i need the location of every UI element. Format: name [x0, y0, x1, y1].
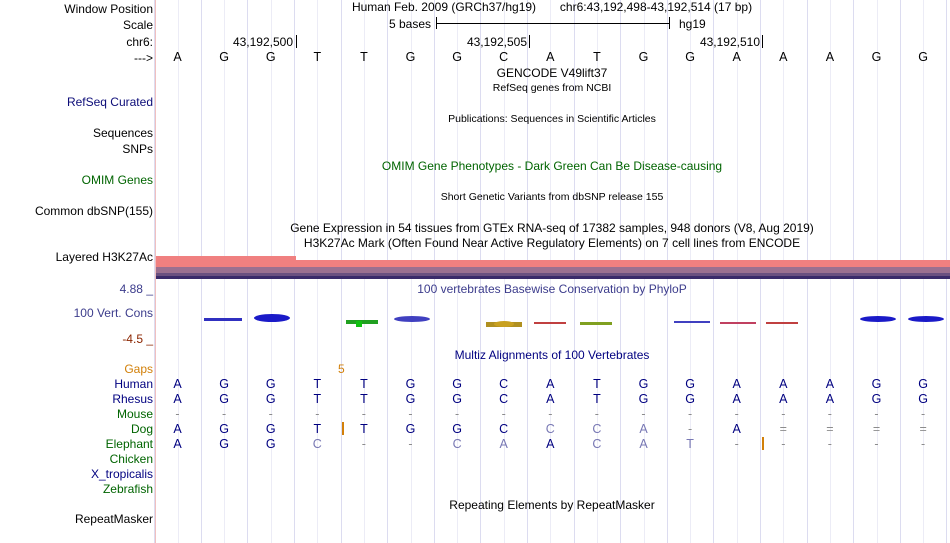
coord-tick-3 — [762, 35, 763, 48]
scale-bar-left-tick — [436, 17, 437, 29]
alignment-base: - — [688, 422, 693, 436]
scale-bar — [436, 23, 669, 24]
alignment-base: - — [781, 407, 786, 421]
reference-base: A — [779, 50, 788, 64]
assembly-name: Human Feb. 2009 (GRCh37/hg19) — [351, 0, 537, 14]
alignment-base: A — [546, 377, 555, 391]
alignment-base: A — [779, 392, 788, 406]
h3k27ac-signal — [156, 256, 950, 280]
alignment-base: G — [452, 422, 462, 436]
repeatmasker-title: Repeating Elements by RepeatMasker — [449, 498, 655, 512]
alignment-base: A — [732, 392, 741, 406]
alignment-base: G — [918, 392, 928, 406]
scale-bar-right-tick — [669, 17, 670, 29]
species-label-zebrafish[interactable]: Zebrafish — [102, 482, 153, 496]
alignment-base: - — [361, 437, 366, 451]
reference-base: G — [219, 50, 229, 64]
reference-base: G — [265, 50, 276, 64]
alignment-base: - — [175, 407, 180, 421]
gap-count: 5 — [338, 362, 345, 376]
alignment-base: A — [732, 422, 741, 436]
alignment-base: - — [222, 407, 227, 421]
species-label-mouse[interactable]: Mouse — [116, 407, 153, 421]
alignment-base: T — [360, 422, 368, 436]
gencode-title: GENCODE V49lift37 — [496, 66, 608, 80]
alignment-base: G — [685, 377, 695, 391]
track-label-snps[interactable]: SNPs — [122, 142, 153, 156]
scale-label: Scale — [122, 18, 153, 32]
alignment-base: T — [313, 422, 322, 436]
species-label-human[interactable]: Human — [114, 377, 153, 391]
reference-base: A — [546, 50, 555, 64]
alignment-base: T — [313, 392, 322, 406]
alignment-base: C — [452, 437, 462, 451]
alignment-base: - — [501, 407, 506, 421]
alignment-base: = — [872, 422, 881, 436]
alignment-base: A — [779, 377, 788, 391]
gtex-title: Gene Expression in 54 tissues from GTEx RNA-seq of 17382 samples, 948 donors (V8, Aug 2019) — [290, 221, 814, 235]
alignment-base: G — [405, 392, 416, 406]
phylop-logo — [156, 310, 950, 330]
publications-title: Publications: Sequences in Scientific Articles — [448, 113, 656, 125]
alignment-base: A — [732, 377, 741, 391]
alignment-base: G — [685, 392, 695, 406]
alignment-base: G — [265, 437, 276, 451]
alignment-base: T — [686, 437, 694, 451]
species-label-x_tropicalis[interactable]: X_tropicalis — [90, 467, 153, 481]
alignment-base: - — [361, 407, 366, 421]
track-label-phylop[interactable]: 100 Vert. Cons — [73, 306, 153, 320]
alignment-base: A — [173, 437, 182, 451]
alignment-base: - — [315, 407, 320, 421]
reference-base: A — [173, 50, 182, 64]
alignment-base: - — [827, 407, 832, 421]
alignment-base: - — [827, 437, 832, 451]
alignment-base: G — [219, 377, 229, 391]
reference-base: G — [638, 50, 649, 64]
alignment-base: G — [219, 392, 229, 406]
phylop-min-label: -4.5 _ — [122, 332, 153, 346]
reference-base: C — [499, 50, 509, 64]
alignment-base: C — [499, 392, 509, 406]
alignment-base: - — [548, 407, 553, 421]
alignment-base: - — [455, 407, 460, 421]
coord-label-2: 43,192,505 — [466, 35, 527, 49]
alignment-base: A — [639, 422, 648, 436]
alignment-base: A — [825, 377, 835, 391]
track-label-repeatmasker[interactable]: RepeatMasker — [74, 512, 153, 526]
alignment-base: - — [268, 407, 273, 421]
alignment-base: G — [405, 377, 416, 391]
alignment-base: - — [734, 407, 739, 421]
alignment-base: G — [405, 422, 416, 436]
chrom-label: chr6: — [126, 35, 153, 49]
alignment-base: G — [219, 422, 229, 436]
reference-base: G — [871, 50, 882, 64]
alignment-base: - — [734, 437, 739, 451]
reference-base: G — [405, 50, 416, 64]
alignment-base: - — [921, 437, 926, 451]
track-label-dbsnp[interactable]: Common dbSNP(155) — [34, 204, 153, 218]
reference-base: T — [360, 50, 368, 64]
reference-base: A — [732, 50, 741, 64]
alignment-base: G — [638, 377, 649, 391]
alignment-base: T — [360, 377, 368, 391]
alignment-base: A — [639, 437, 648, 451]
alignment-base: - — [408, 437, 413, 451]
alignment-base: G — [871, 377, 882, 391]
alignment-base: G — [452, 392, 462, 406]
track-label-refseq[interactable]: RefSeq Curated — [66, 95, 153, 109]
alignment-base: T — [360, 392, 368, 406]
gaps-label: Gaps — [124, 362, 153, 376]
species-label-chicken[interactable]: Chicken — [109, 452, 153, 466]
reference-base: T — [593, 50, 601, 64]
alignment-base: - — [874, 437, 879, 451]
alignment-base: G — [638, 392, 649, 406]
multiz-title: Multiz Alignments of 100 Vertebrates — [454, 348, 650, 362]
alignment-base: A — [546, 392, 555, 406]
gap-marker-dog — [342, 422, 344, 435]
refseq-title: RefSeq genes from NCBI — [492, 82, 612, 94]
species-label-elephant[interactable]: Elephant — [105, 437, 153, 451]
alignment-base: = — [919, 422, 927, 436]
alignment-base: - — [874, 407, 879, 421]
coord-tick-1 — [296, 35, 297, 48]
reference-base: A — [825, 50, 835, 64]
alignment-base: - — [921, 407, 926, 421]
alignment-base: A — [546, 437, 555, 451]
alignment-base: - — [408, 407, 413, 421]
h3k27ac-title: H3K27Ac Mark (Often Found Near Active Regulatory Elements) on 7 cell lines from ENCODE — [303, 236, 801, 250]
alignment-base: T — [593, 392, 601, 406]
alignment-base: - — [641, 407, 646, 421]
alignment-base: C — [592, 422, 602, 436]
alignment-base: - — [594, 407, 599, 421]
track-label-h3k27ac[interactable]: Layered H3K27Ac — [55, 250, 153, 264]
alignment-base: A — [173, 422, 182, 436]
alignment-base: G — [265, 392, 276, 406]
alignment-base: - — [688, 407, 693, 421]
coord-label-1: 43,192,500 — [232, 35, 293, 49]
omim-title: OMIM Gene Phenotypes - Dark Green Can Be Disease-causing — [381, 159, 723, 173]
alignment-base: C — [592, 437, 602, 451]
alignment-base: G — [871, 392, 882, 406]
coord-label-3: 43,192,510 — [699, 35, 760, 49]
alignment-base: = — [779, 422, 787, 436]
alignment-base: G — [265, 377, 276, 391]
phylop-title: 100 vertebrates Basewise Conservation by PhyloP — [417, 282, 687, 296]
alignment-base: C — [312, 437, 322, 451]
track-label-sequences[interactable]: Sequences — [92, 126, 153, 140]
alignment-base: G — [452, 377, 462, 391]
track-label-omim[interactable]: OMIM Genes — [81, 173, 153, 187]
window-position-label: Window Position — [64, 2, 153, 16]
alignment-base: A — [173, 377, 182, 391]
strand-label: ---> — [134, 51, 153, 65]
alignment-base: G — [219, 437, 229, 451]
scale-text: 5 bases — [388, 17, 432, 31]
alignment-base: A — [499, 437, 508, 451]
alignment-base: C — [545, 422, 555, 436]
phylop-max-label: 4.88 _ — [119, 282, 153, 296]
reference-base: G — [685, 50, 695, 64]
alignment-base: C — [499, 422, 509, 436]
species-label-dog[interactable]: Dog — [130, 422, 153, 436]
species-label-rhesus[interactable]: Rhesus — [112, 392, 153, 406]
reference-base: G — [452, 50, 462, 64]
alignment-base: A — [173, 392, 182, 406]
reference-base: T — [313, 50, 322, 64]
alignment-base: C — [499, 377, 509, 391]
alignment-base: G — [918, 377, 928, 391]
alignment-base: = — [826, 422, 834, 436]
alignment-base: T — [593, 377, 601, 391]
alignment-base: - — [781, 437, 786, 451]
alignment-base: A — [825, 392, 835, 406]
alignment-base: G — [265, 422, 276, 436]
position-text: chr6:43,192,498-43,192,514 (17 bp) — [559, 0, 753, 14]
dbsnp-title: Short Genetic Variants from dbSNP release 155 — [440, 191, 664, 203]
scale-db: hg19 — [679, 17, 706, 31]
gap-marker-elephant — [762, 437, 764, 450]
coord-tick-2 — [529, 35, 530, 48]
alignment-base: T — [313, 377, 322, 391]
reference-base: G — [918, 50, 928, 64]
